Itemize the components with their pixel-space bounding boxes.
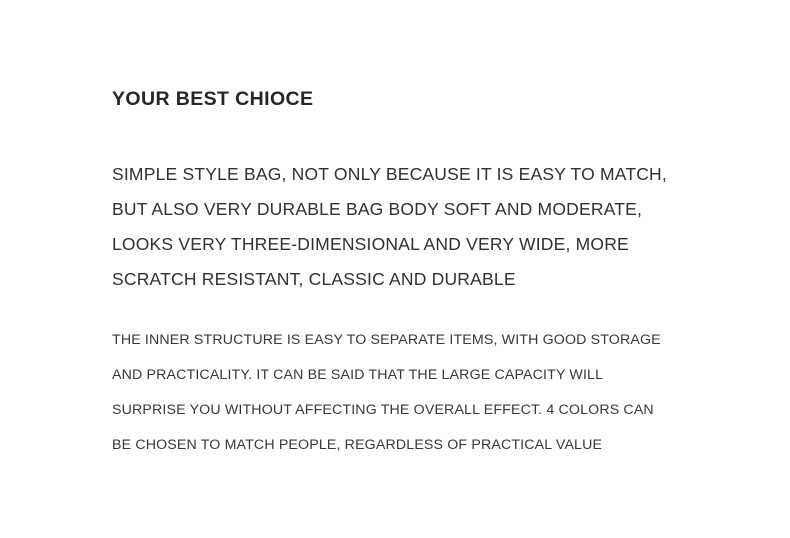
description-paragraph-secondary: THE INNER STRUCTURE IS EASY TO SEPARATE ITEMS, WITH GOOD STORAGE AND PRACTICALITY. IT CAN BE SAID THAT THE LARGE CAPACITY WILL SURPRISE YOU WITHOUT AFFECTING THE OVERALL EFFECT. 4 COLORS CAN BE CHOSEN TO MATCH PEOPLE, REGARDLESS OF PRACTICAL VALUE <box>112 332 661 454</box>
page-title: YOUR BEST CHIOCE <box>112 88 314 110</box>
description-paragraph-primary: SIMPLE STYLE BAG, NOT ONLY BECAUSE IT IS EASY TO MATCH, BUT ALSO VERY DURABLE BAG BODY SOFT AND MODERATE, LOOKS VERY THREE-DIMENSIONAL AND VERY WIDE, MORE SCRATCH RESISTANT, CLASSIC AND DURABLE <box>112 164 667 290</box>
description-content <box>112 88 692 463</box>
